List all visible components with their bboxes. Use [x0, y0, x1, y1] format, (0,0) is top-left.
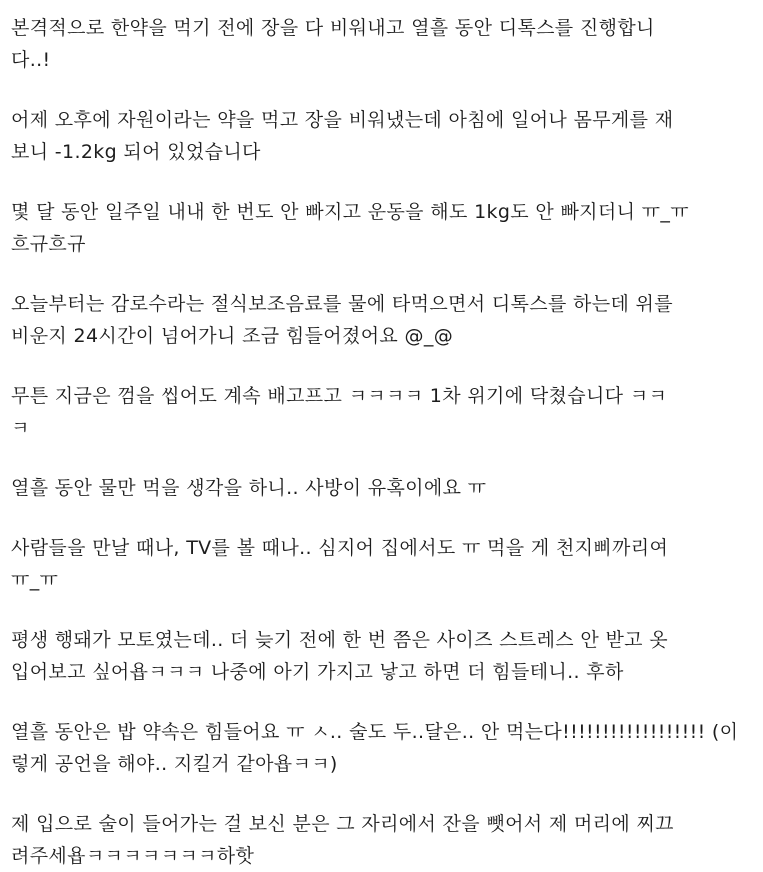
paragraph: 몇 달 동안 일주일 내내 한 번도 안 빠지고 운동을 해도 1kg도 안 빠지더니 ㅠ_ㅠ 흐규흐규 [11, 201, 689, 255]
paragraph: 열흘 동안은 밥 약속은 힘들어요 ㅠ ㅅ.. 술도 두..달은.. 안 먹는다!!!!!!!!!!!!!!!!!! (이 렇게 공언을 해야.. 지킬거 같아욥ㅋㅋ) [11, 721, 739, 775]
paragraph: 어제 오후에 자원이라는 약을 먹고 장을 비워냈는데 아침에 일어나 몸무게를 재 보니 -1.2kg 되어 있었습니다 [11, 109, 674, 163]
paragraph: 오늘부터는 감로수라는 절식보조음료를 물에 타먹으면서 디톡스를 하는데 위를 비운지 24시간이 넘어가니 조금 힘들어졌어요 @_@ [11, 293, 673, 347]
paragraph: 평생 행돼가 모토였는데.. 더 늦기 전에 한 번 쯤은 사이즈 스트레스 안 받고 옷 입어보고 싶어욥ㅋㅋㅋ 나중에 아기 가지고 낳고 하면 더 힘들테니.. 후하 [11, 629, 668, 683]
paragraph: 제 입으로 술이 들어가는 걸 보신 분은 그 자리에서 잔을 뺏어서 제 머리에 찌끄 려주세욥ㅋㅋㅋㅋㅋㅋㅋ하핫 [11, 813, 674, 867]
post-body [11, 12, 756, 872]
paragraph: 본격적으로 한약을 먹기 전에 장을 다 비워내고 열흘 동안 디톡스를 진행합니 다..! [11, 17, 655, 71]
paragraph: 사람들을 만날 때나, TV를 볼 때나.. 심지어 집에서도 ㅠ 먹을 게 천지삐까리여 ㅠ_ㅠ [11, 537, 669, 591]
paragraph: 열흘 동안 물만 먹을 생각을 하니.. 사방이 유혹이에요 ㅠ [11, 477, 487, 499]
paragraph: 무튼 지금은 껌을 씹어도 계속 배고프고 ㅋㅋㅋㅋ 1차 위기에 닥쳤습니다 ㅋㅋ ㅋ [11, 385, 668, 439]
